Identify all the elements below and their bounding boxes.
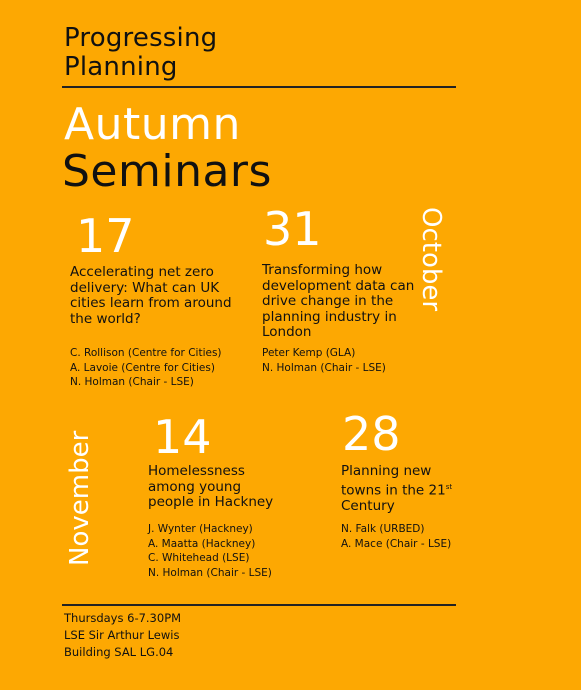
heading-autumn: Autumn xyxy=(64,99,241,150)
seminar-speakers xyxy=(148,522,272,580)
seminar-day: 31 xyxy=(263,202,322,256)
speaker: C. Rollison (Centre for Cities) xyxy=(70,347,222,359)
bottom-divider xyxy=(62,604,456,606)
seminar-title-main: Planning new towns in the 21 xyxy=(341,463,446,498)
series-title-line2: Planning xyxy=(64,52,178,82)
seminar-speakers xyxy=(70,346,222,390)
venue-room: Building SAL LG.04 xyxy=(64,645,174,659)
speaker: C. Whitehead (LSE) xyxy=(148,552,250,564)
seminar-speakers xyxy=(341,522,451,551)
speaker: A. Lavoie (Centre for Cities) xyxy=(70,361,215,374)
speaker: J. Wynter (Hackney) xyxy=(148,523,253,535)
series-title-line1: Progressing xyxy=(64,23,218,53)
speaker: N. Holman (Chair - LSE) xyxy=(70,376,194,388)
month-label-october: October xyxy=(416,207,446,312)
venue-info xyxy=(64,610,181,661)
seminar-title: Homelessness among young people in Hackney xyxy=(148,463,274,510)
seminar-title: Accelerating net zero delivery: What can UK cities learn from around the world? xyxy=(70,264,232,327)
speaker: A. Mace (Chair - LSE) xyxy=(341,537,452,550)
seminar-speakers xyxy=(262,346,386,375)
speaker: N. Falk (URBED) xyxy=(341,523,425,535)
venue-time: Thursdays 6-7.30PM xyxy=(64,611,182,625)
top-divider xyxy=(62,86,456,88)
speaker: Peter Kemp (GLA) xyxy=(262,347,356,359)
seminar-title-end: Century xyxy=(341,497,395,514)
speaker: N. Holman (Chair - LSE) xyxy=(148,566,272,579)
seminar-day: 17 xyxy=(76,209,135,263)
speaker: N. Holman (Chair - LSE) xyxy=(262,361,386,374)
venue-location: LSE Sir Arthur Lewis xyxy=(64,628,180,642)
series-title xyxy=(64,24,217,82)
month-label-november: November xyxy=(65,430,95,566)
heading-seminars: Seminars xyxy=(62,146,272,197)
seminar-day: 14 xyxy=(153,410,212,464)
speaker: A. Maatta (Hackney) xyxy=(148,537,256,550)
seminar-title: Transforming how development data can drive change in the planning industry in London xyxy=(262,262,415,340)
seminar-title xyxy=(341,464,471,514)
seminar-day: 28 xyxy=(342,407,401,461)
seminar-title-sup: st xyxy=(445,482,453,491)
